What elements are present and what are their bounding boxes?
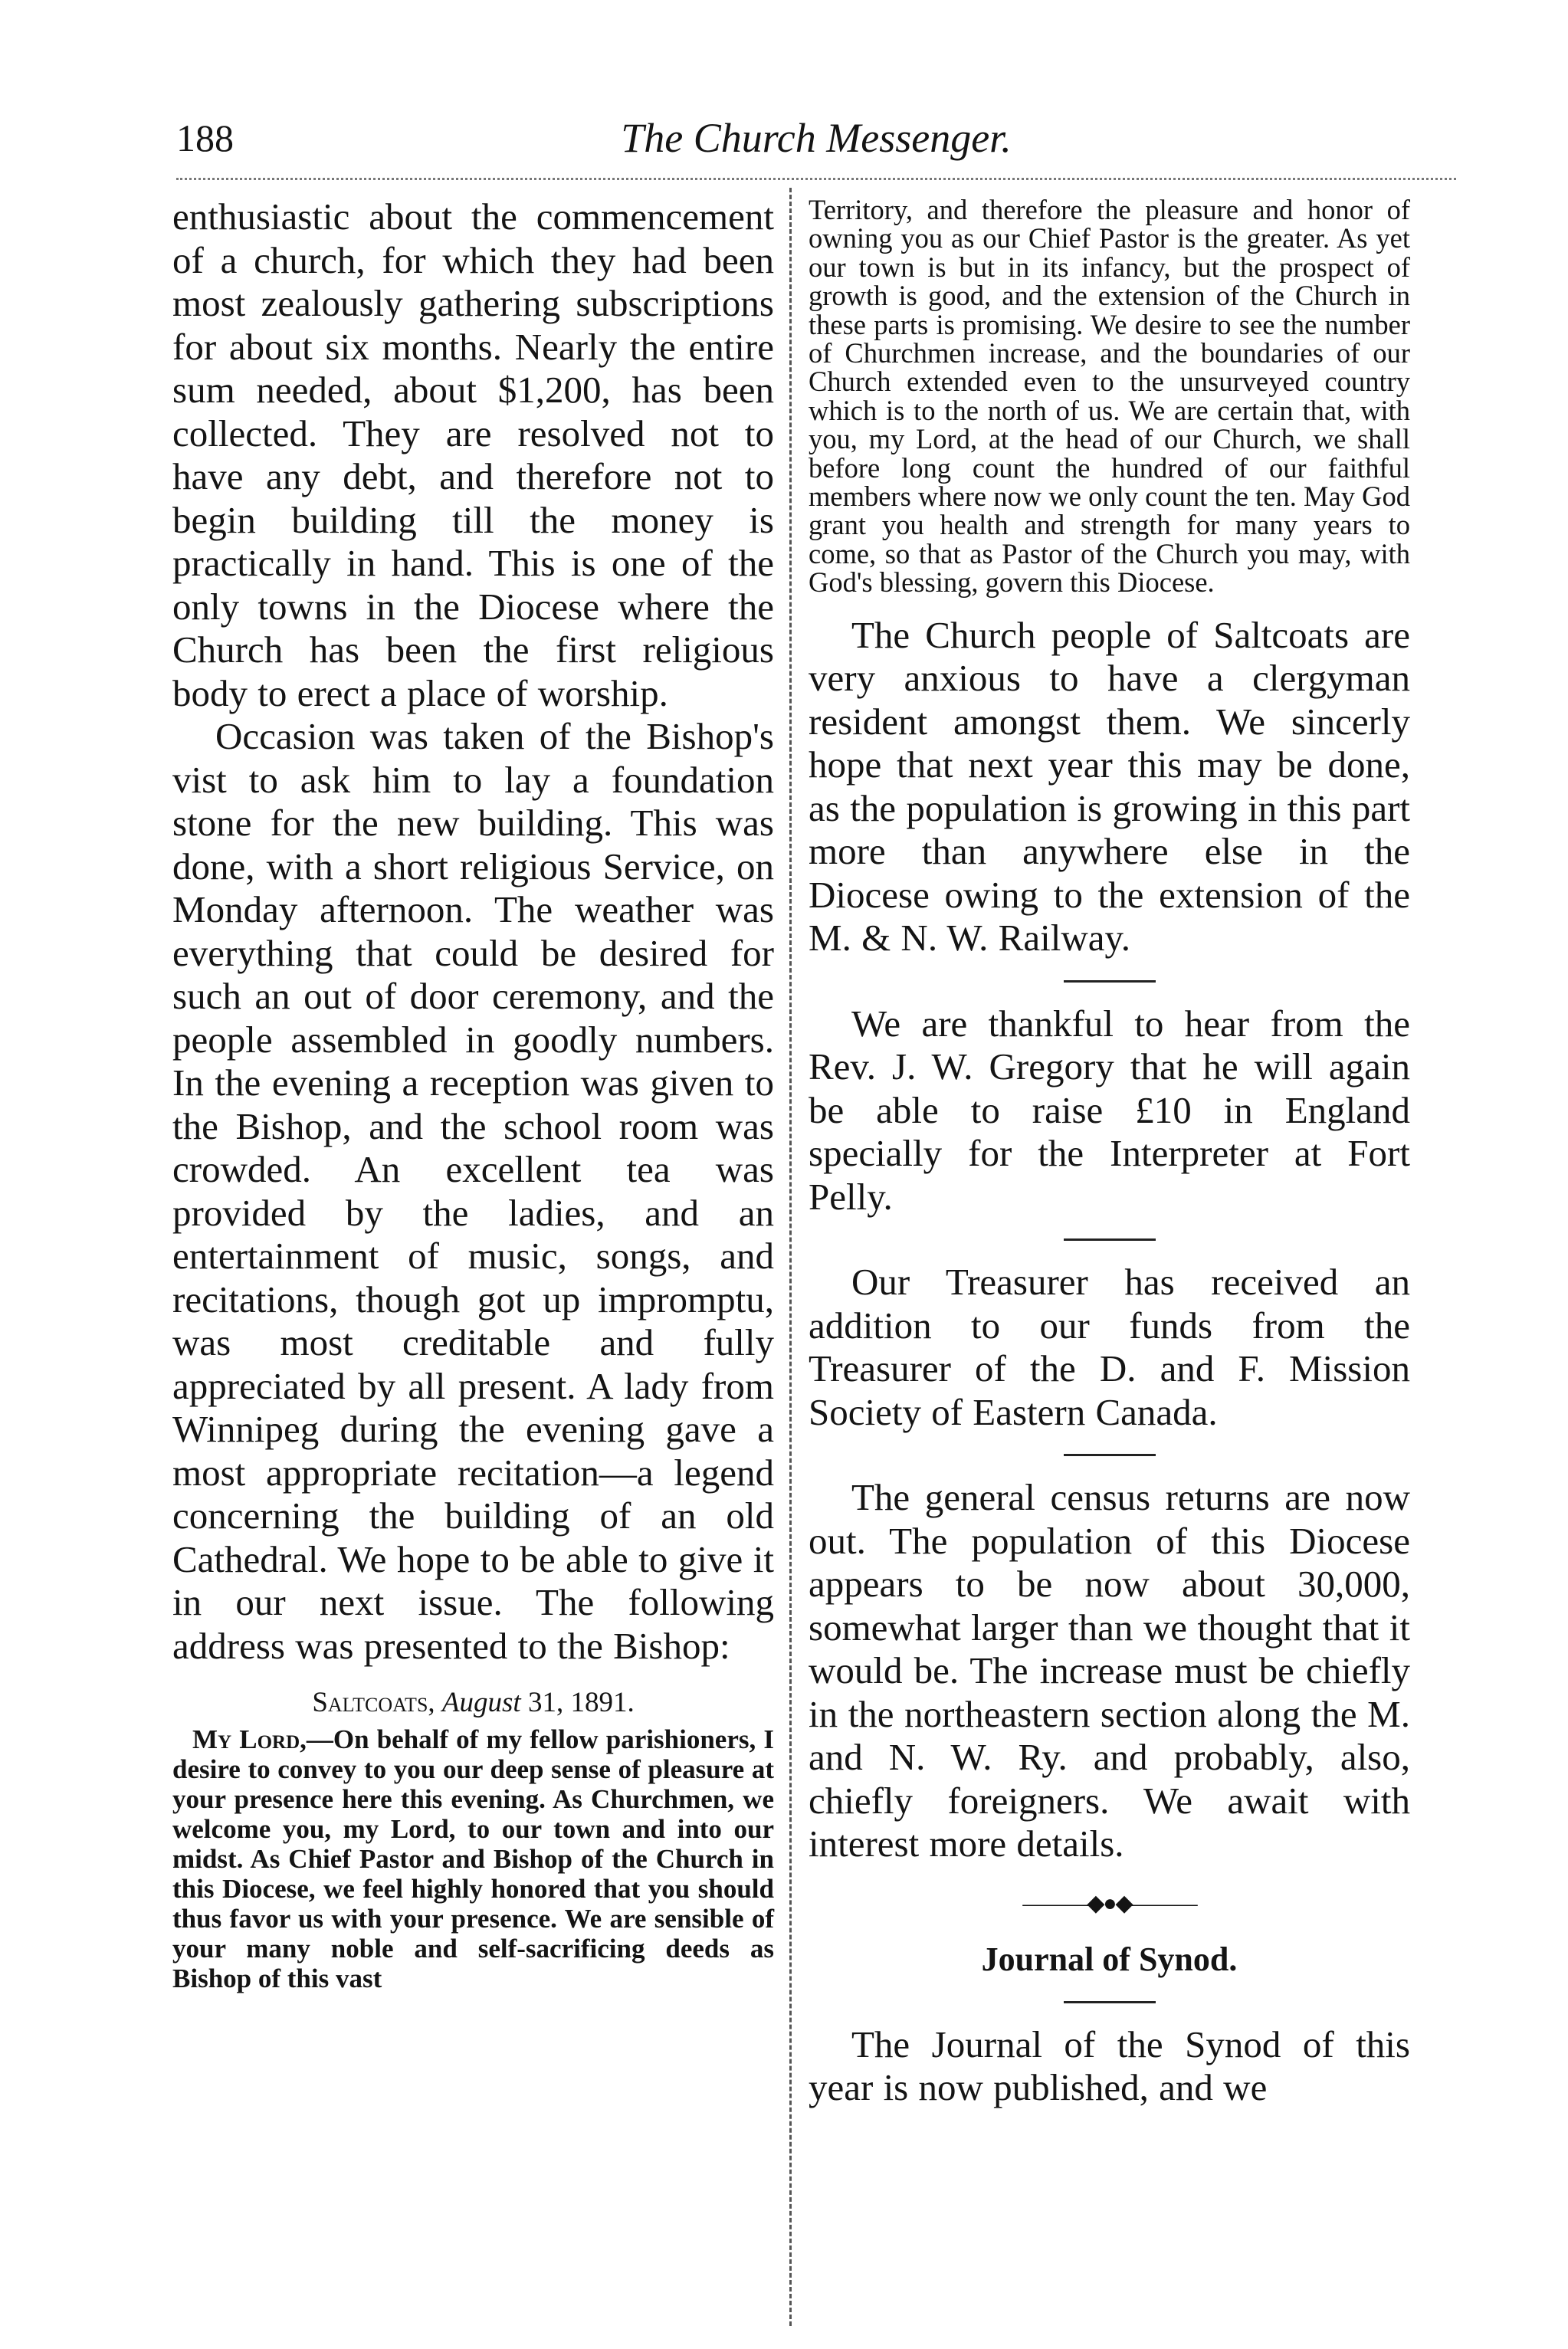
spacer [809,597,1410,614]
address-text [172,1724,774,1993]
address-continued: Territory, and therefore the pleasure and honor of owning you as our Chief Pastor is the greater. As yet our town is but in its infancy, but the prospect of growth is good, and the extension of the Church in these parts is promising. We desire to see the number of Churchmen increase, and the boundaries of our Church extended even to the unsurveyed country which is to the north of us. We are certain that, with you, my Lord, at the head of our Church, we shall before long count the hundred of our faithful members where now we only count the ten. May God grant you health and strength for many years to come, so that as Pastor of the Church you may, with God's blessing, govern this Diocese. [809,194,1410,599]
section-rule [1064,2001,1156,2003]
paragraph-church-commencement: enthusiastic about the commencement of a church, for which they had been most zealously gathering subscriptions for about six months. Nearly the entire sum needed, about $1,200, has been collected. They are resolved not to have any debt, and therefore not to begin building till the money is practically in hand. This is one of the only towns in the Diocese where the Church has been the first religious body to erect a place of worship. [172,195,774,714]
dateline-place: Saltcoats, [312,1687,435,1718]
header-rule [176,178,1456,180]
address-body: —On behalf of my fellow parishioners, I desire to convey to you our deep sense of pleasure at your presence here this evening. As Churchmen, we welcome you, my Lord, to our town and into our midst. As Chief Pastor and Bishop of the Church in this Diocese, we feel highly honored that you should thus favor us with your presence. We are sensible of your many noble and self-sacrificing deeds as Bishop of this vast [172,1724,774,1993]
page-header [176,115,1456,169]
address-dateline [172,1686,774,1720]
paragraph-saltcoats-clergyman: The Church people of Saltcoats are very anxious to have a clergyman resident amongst them. We sincerly hope that next year this may be done, as the population is growing in this part more than anywhere else in the Diocese owing to the extension of the M. & N. W. Railway. [809,613,1410,960]
section-rule [1064,980,1156,983]
page-number: 188 [176,116,234,159]
section-rule [1064,1238,1156,1241]
section-rule [1064,1454,1156,1456]
running-title: The Church Messenger. [621,115,1012,161]
right-column [809,195,1410,2110]
paragraph-gregory: We are thankful to hear from the Rev. J. W. Gregory that he will again be able to raise £10 in England specially for the Interpreter at Fort Pelly. [809,1002,1410,1218]
ornament-rule: ———◆●◆——— [1022,1890,1196,1916]
section-title-journal-of-synod: Journal of Synod. [981,1940,1238,1978]
paragraph-journal: The Journal of the Synod of this year is now published, and we [809,2023,1410,2109]
left-column [172,195,774,1993]
dateline-day-year: 31, 1891. [527,1687,635,1718]
paragraph-foundation-stone: Occasion was taken of the Bishop's vist to ask him to lay a foundation stone for the new building. This was done, with a short religious Service, on Monday afternoon. The weather was everything that could be desired for such an out of door ceremony, and the people assembled in goodly numbers. In the evening a reception was given to the Bishop, and the school room was crowded. An excellent tea was provided by the ladies, and an entertainment of music, songs, and recitations, though got up impromptu, was most creditable and fully appreciated by all present. A lady from Winnipeg during the evening gave a most appropriate recitation—a legend concerning the building of an old Cathedral. We hope to be able to give it in our next issue. The following address was presented to the Bishop: [172,715,774,1667]
paragraph-treasurer: Our Treasurer has received an addition to our funds from the Treasurer of the D. and F. Mission Society of Eastern Canada. [809,1261,1410,1433]
dateline-month: August [441,1687,521,1718]
column-divider [789,188,792,2326]
address-salutation: My Lord, [192,1724,307,1754]
paragraph-census: The general census returns are now out. The population of this Diocese appears to be now about 30,000, somewhat larger than we thought that it would be. The increase must be chiefly in the northeastern section along the M. and N. W. Ry. and probably, also, chiefly foreigners. We await with interest more details. [809,1476,1410,1865]
